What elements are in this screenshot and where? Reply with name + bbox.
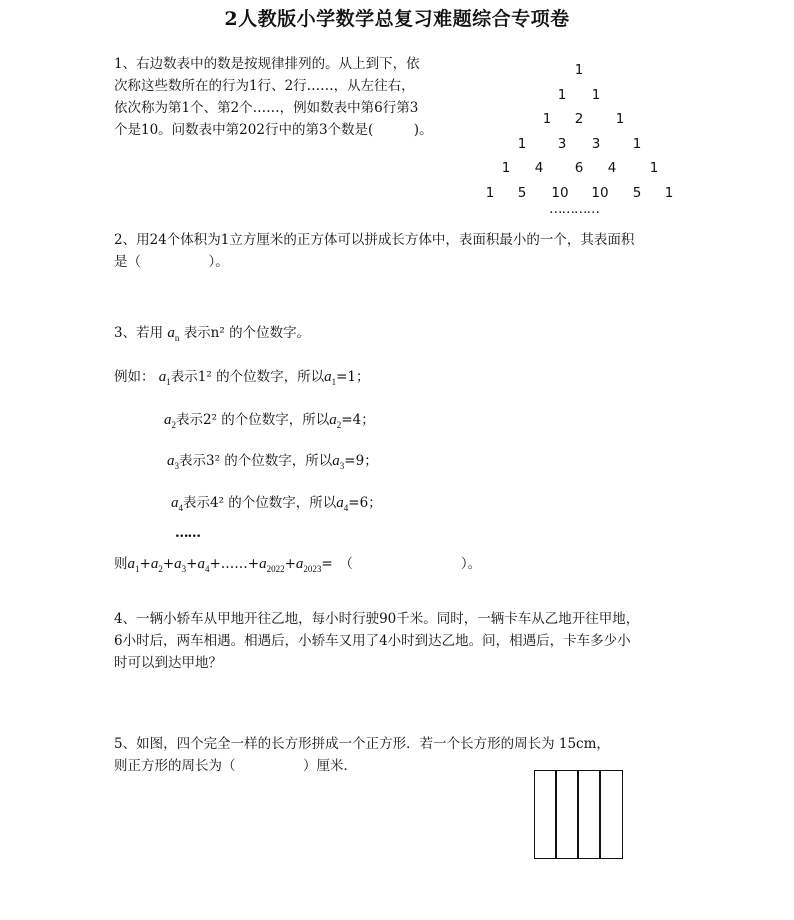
final-prefix: 则 <box>114 556 128 572</box>
var-letter: a <box>197 556 205 572</box>
q3-intro-text: 表示n² 的个位数字。 <box>183 325 311 341</box>
var-sub: 2 <box>336 420 342 430</box>
q4-line: 6小时后，两车相遇。相遇后，小轿车又用了4小时到达乙地。问，相遇后，卡车多少小 <box>114 633 631 649</box>
q3-intro-text: 3、若用 <box>114 325 164 341</box>
q4-line: 时可以到达甲地？ <box>114 655 222 671</box>
var-letter: a <box>259 556 267 572</box>
example-text: 表示1² 的个位数字，所以 <box>170 369 325 385</box>
var-sub: 3 <box>174 461 179 471</box>
q2-line: 2、用24个体积为1立方厘米的正方体可以拼成长方体中，表面积最小的一个，其表面积 <box>114 232 635 248</box>
triangle-cell: 10 <box>551 185 569 201</box>
rect-divider <box>599 771 601 858</box>
var-sub: 2022 <box>266 564 285 574</box>
example-value: =9； <box>344 453 378 469</box>
var-sub: 4 <box>343 503 349 513</box>
triangle-cell: 6 <box>574 160 584 176</box>
var-sub: 1 <box>166 377 171 387</box>
triangle-cell: 1 <box>557 87 567 103</box>
var-sub: 3 <box>339 461 345 471</box>
q1-line: 依次称为第1个、第2个……，例如数表中第6行第3 <box>114 100 419 116</box>
q3-example-3 <box>167 450 378 477</box>
var-a <box>128 556 140 572</box>
q3-example-2 <box>164 409 375 436</box>
q4-text <box>114 608 639 674</box>
final-suffix: = （ ）。 <box>321 556 482 572</box>
triangle-cell: 4 <box>607 160 617 176</box>
triangle-cell: 3 <box>591 136 601 152</box>
var-sub: 4 <box>178 503 183 513</box>
q1-line: 次称这些数所在的行为1行、2行……，从左往右， <box>114 78 415 94</box>
q5-line: 则正方形的周长为（ ）厘米． <box>114 758 357 774</box>
example-text: 表示4² 的个位数字，所以 <box>183 495 337 511</box>
var-letter: a <box>158 369 167 385</box>
var-letter: a <box>127 556 135 572</box>
q5-line: 5、如图，四个完全一样的长方形拼成一个正方形．若一个长方形的周长为 15cm， <box>114 736 610 752</box>
page-title: 2人教版小学数学总复习难题综合专项卷 <box>224 8 570 30</box>
var-letter: a <box>336 495 344 511</box>
q2-text <box>114 229 634 273</box>
triangle-cell: 3 <box>557 136 567 152</box>
example-text: 表示3² 的个位数字，所以 <box>179 453 333 469</box>
triangle-cell: 1 <box>485 185 495 201</box>
var-sub: 4 <box>204 564 210 574</box>
triangle-cell: 1 <box>591 87 601 103</box>
triangle-cell: 1 <box>664 185 674 201</box>
var-a <box>174 556 186 572</box>
triangle-cell: 1 <box>632 136 642 152</box>
var-a <box>197 556 209 572</box>
triangle-ellipsis: ………… <box>549 201 599 217</box>
var-letter: a <box>167 453 175 469</box>
square-figure <box>534 770 623 859</box>
q1-line: 1、右边数表中的数是按规律排列的。从上到下，依 <box>114 56 420 72</box>
var-a <box>167 453 179 469</box>
var-letter: a <box>324 369 332 385</box>
triangle-cell: 1 <box>615 111 625 127</box>
triangle-cell: 1 <box>574 62 584 78</box>
q3-dots: …… <box>175 525 200 541</box>
triangle-cell: 5 <box>632 185 642 201</box>
var-a-n <box>167 325 179 341</box>
var-a <box>159 369 171 385</box>
example-value: =6； <box>348 495 382 511</box>
triangle-cell: 1 <box>517 136 527 152</box>
var-letter: a <box>164 412 172 428</box>
var-letter: a <box>329 412 337 428</box>
var-letter: a <box>295 556 304 572</box>
number-triangle <box>0 0 794 230</box>
example-text: 表示2² 的个位数字，所以 <box>176 412 330 428</box>
final-mid: +……+ <box>209 556 260 572</box>
triangle-cell: 4 <box>534 160 544 176</box>
var-a <box>329 412 341 428</box>
q4-line: 4、一辆小轿车从甲地开往乙地，每小时行驶90千米。同时，一辆卡车从乙地开往甲地， <box>114 611 640 627</box>
var-sub: 2023 <box>303 564 322 574</box>
var-a <box>151 556 163 572</box>
var-a <box>164 412 176 428</box>
q3-example-1 <box>114 366 370 393</box>
q1-line: 个是10。问数表中第202行中的第3个数是( )。 <box>114 122 433 138</box>
var-sub: 3 <box>181 564 187 574</box>
var-a <box>336 495 348 511</box>
var-a <box>332 453 344 469</box>
var-letter: a <box>150 556 159 572</box>
triangle-cell: 5 <box>517 185 527 201</box>
triangle-cell: 1 <box>542 111 552 127</box>
var-sub: 1 <box>135 564 140 574</box>
example-prefix: 例如： <box>114 369 155 385</box>
q3-intro <box>114 322 310 349</box>
var-sub: n <box>174 333 180 343</box>
var-sub: 2 <box>158 564 163 574</box>
triangle-cell: 10 <box>591 185 609 201</box>
var-letter: a <box>174 556 182 572</box>
var-letter: a <box>332 453 340 469</box>
example-value: =4； <box>341 412 375 428</box>
rect-divider <box>555 771 557 858</box>
triangle-cell: 1 <box>649 160 659 176</box>
triangle-cell: 2 <box>574 111 584 127</box>
var-letter: a <box>167 325 175 341</box>
var-a <box>171 495 183 511</box>
var-sub: 2 <box>171 420 176 430</box>
var-a <box>296 556 322 572</box>
var-a <box>259 556 285 572</box>
var-sub: 1 <box>331 377 337 387</box>
var-letter: a <box>171 495 179 511</box>
q2-line: 是（ ）。 <box>114 254 229 270</box>
q3-example-4 <box>171 492 382 519</box>
rect-divider <box>577 771 579 858</box>
triangle-cell: 1 <box>501 160 511 176</box>
example-value: =1； <box>336 369 370 385</box>
var-a <box>324 369 336 385</box>
q3-final: 则$a_1+a_2+a_3+a_4+\dots\dots+a_{2022}+a_{2023}=$ （ ）。 <box>114 556 482 574</box>
